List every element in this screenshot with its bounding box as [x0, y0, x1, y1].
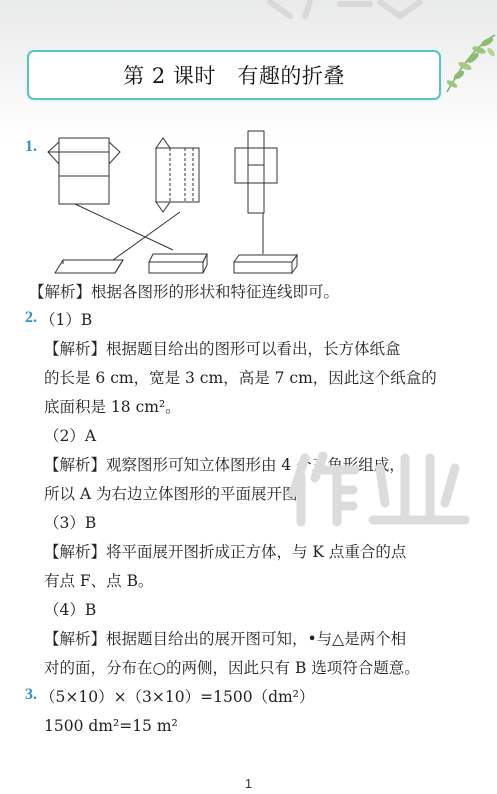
- watermark-zuoye: [285, 448, 495, 528]
- q2-part1-analysis-line1: 【解析】根据题目给出的图形可以看出，长方体纸盒: [44, 340, 401, 358]
- q2-part3-analysis-line1: 【解析】将平面展开图折成正方体，与 K 点重合的点: [44, 543, 407, 561]
- q1-analysis: 【解析】根据各图形的形状和特征连线即可。: [29, 283, 340, 301]
- q2-part2-analysis-line1: 【解析】观察图形可知立体图形由 4 个三角形组成，: [44, 456, 405, 474]
- page-number: 1: [244, 776, 253, 791]
- question-number-1: 1.: [25, 138, 37, 155]
- q3-calculation-line2: 1500 dm²=15 m²: [44, 717, 178, 735]
- q2-part1-answer: （1）B: [40, 311, 93, 329]
- q2-part3-analysis-line2: 有点 F、点 B。: [44, 572, 154, 590]
- q2-part1-analysis-line3: 底面积是 18 cm²。: [44, 398, 181, 416]
- q2-part4-analysis-line1: 【解析】根据题目给出的展开图可知，•与△是两个相: [44, 630, 407, 648]
- lesson-title-box: [27, 50, 441, 100]
- question-number-3: 3.: [25, 686, 37, 703]
- q2-part2-answer: （2）A: [44, 427, 97, 445]
- nets-matching-figure: [45, 128, 305, 278]
- leaf-decoration: [437, 30, 497, 100]
- watermark-top: [250, 0, 450, 20]
- question-number-2: 2.: [25, 309, 37, 326]
- q3-calculation-line1: （5×10）×（3×10）=1500（dm²）: [40, 688, 315, 706]
- q2-part4-analysis-line2: 对的面，分布在○的两侧，因此只有 B 选项符合题意。: [44, 659, 420, 677]
- q2-part4-answer: （4）B: [44, 601, 97, 619]
- q2-part3-answer: （3）B: [44, 514, 97, 532]
- lesson-title: 第 2 课时 有趣的折叠: [123, 64, 345, 88]
- q2-part2-analysis-line2: 所以 A 为右边立体图形的平面展开图。: [44, 485, 314, 503]
- q2-part1-analysis-line2: 的长是 6 cm，宽是 3 cm，高是 7 cm，因此这个纸盒的: [44, 369, 437, 387]
